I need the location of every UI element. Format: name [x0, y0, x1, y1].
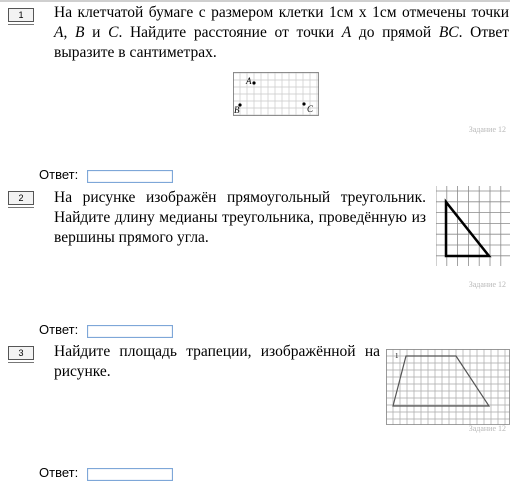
answer-input-2[interactable]: [87, 325, 173, 338]
task-number-badge: 2: [8, 191, 34, 205]
task-label: Задание 12: [468, 280, 506, 289]
task-text: На клетчатой бумаге с размером клетки 1см х 1см отмечены точки A, B и C. Найдите расстояние от точки A до прямой BC. Ответ выразите в сантиметрах.: [54, 4, 510, 61]
grid-figure-triangle: [436, 186, 510, 266]
task-1: [0, 0, 510, 180]
answer-label: Ответ:: [39, 322, 79, 337]
trapezoid: [393, 356, 489, 406]
point-b-label: B: [234, 105, 240, 115]
task-text: Найдите площадь трапеции, изображённой на рисунке.: [54, 343, 380, 380]
grid-figure-points: [233, 72, 319, 116]
answer-input-1[interactable]: [87, 170, 173, 183]
task-text: На рисунке изображён прямоугольный треугольник. Найдите длину медианы треугольника, проведённую из вершины прямого угла.: [54, 189, 426, 246]
right-triangle: [446, 202, 489, 256]
unit-label: 1: [395, 352, 399, 360]
answer-input-3[interactable]: [87, 468, 173, 481]
point-a: [252, 81, 255, 84]
task-number-badge: 3: [8, 346, 34, 360]
task-label: Задание 12: [468, 125, 506, 134]
task-number-badge: 1: [8, 8, 34, 22]
point-c-label: C: [307, 104, 314, 114]
task-label: Задание 12: [468, 424, 506, 433]
grid-figure-trapezoid: [386, 349, 510, 425]
answer-label: Ответ:: [39, 465, 79, 480]
task-3: [0, 340, 510, 470]
task-2: [0, 184, 510, 334]
point-a-label: A: [246, 76, 252, 86]
point-c: [302, 102, 305, 105]
answer-label: Ответ:: [39, 167, 79, 182]
